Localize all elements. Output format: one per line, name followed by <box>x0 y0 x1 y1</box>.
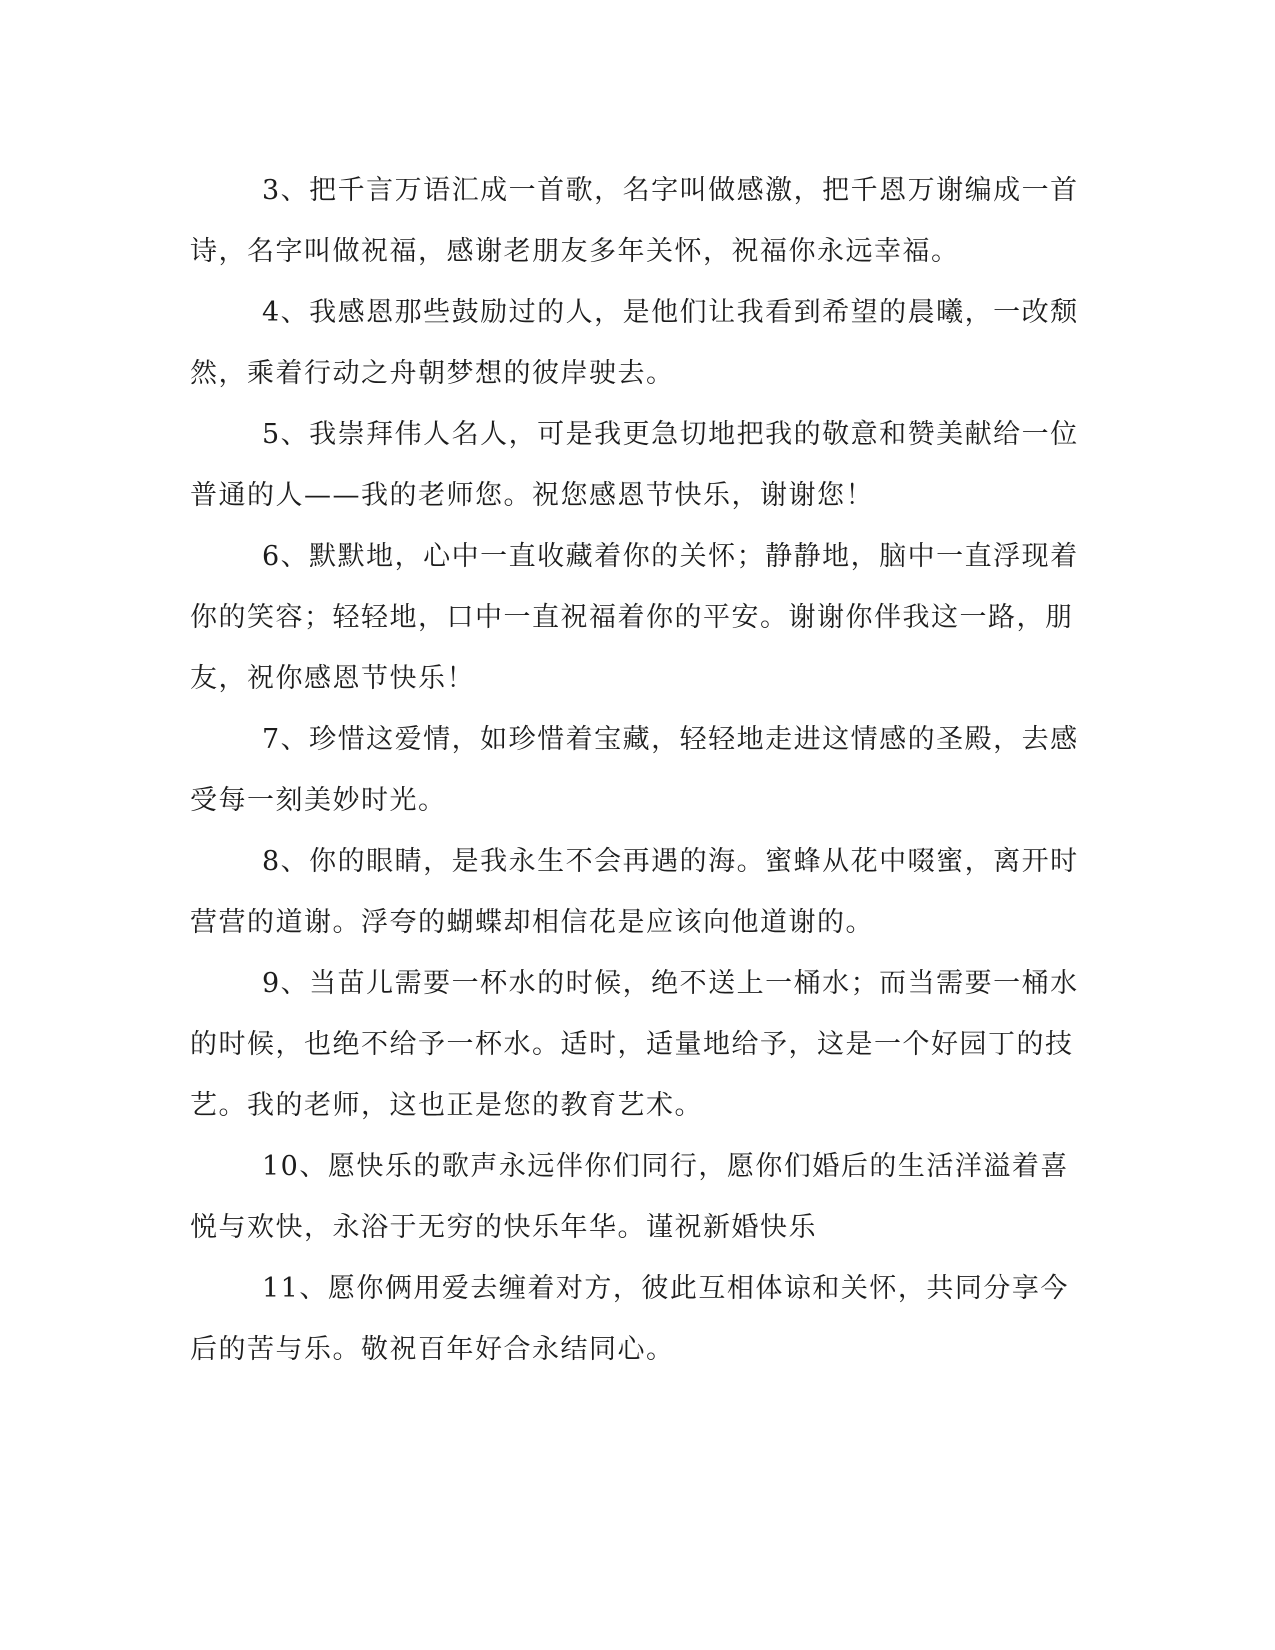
document-body <box>190 160 1080 1380</box>
paragraph-5: 5、我崇拜伟人名人，可是我更急切地把我的敬意和赞美献给一位普通的人——我的老师您。祝您感恩节快乐，谢谢您！ <box>190 419 1079 511</box>
paragraph-9: 9、当苗儿需要一杯水的时候，绝不送上一桶水；而当需要一桶水的时候，也绝不给予一杯水。适时，适量地给予，这是一个好园丁的技艺。我的老师，这也正是您的教育艺术。 <box>190 968 1079 1121</box>
paragraph-3: 3、把千言万语汇成一首歌，名字叫做感激，把千恩万谢编成一首诗，名字叫做祝福，感谢老朋友多年关怀，祝福你永远幸福。 <box>190 175 1079 267</box>
paragraph-11: 11、愿你俩用爱去缠着对方，彼此互相体谅和关怀，共同分享今后的苦与乐。敬祝百年好合永结同心。 <box>190 1273 1069 1365</box>
paragraph-4: 4、我感恩那些鼓励过的人，是他们让我看到希望的晨曦，一改颓然，乘着行动之舟朝梦想的彼岸驶去。 <box>190 297 1079 389</box>
paragraph-6: 6、默默地，心中一直收藏着你的关怀；静静地，脑中一直浮现着你的笑容；轻轻地，口中一直祝福着你的平安。谢谢你伴我这一路，朋友，祝你感恩节快乐！ <box>190 541 1079 694</box>
paragraph-8: 8、你的眼睛，是我永生不会再遇的海。蜜蜂从花中啜蜜，离开时营营的道谢。浮夸的蝴蝶却相信花是应该向他道谢的。 <box>190 846 1079 938</box>
paragraph-10: 10、愿快乐的歌声永远伴你们同行，愿你们婚后的生活洋溢着喜悦与欢快，永浴于无穷的快乐年华。谨祝新婚快乐 <box>190 1151 1069 1243</box>
paragraph-7: 7、珍惜这爱情，如珍惜着宝藏，轻轻地走进这情感的圣殿，去感受每一刻美妙时光。 <box>190 724 1079 816</box>
